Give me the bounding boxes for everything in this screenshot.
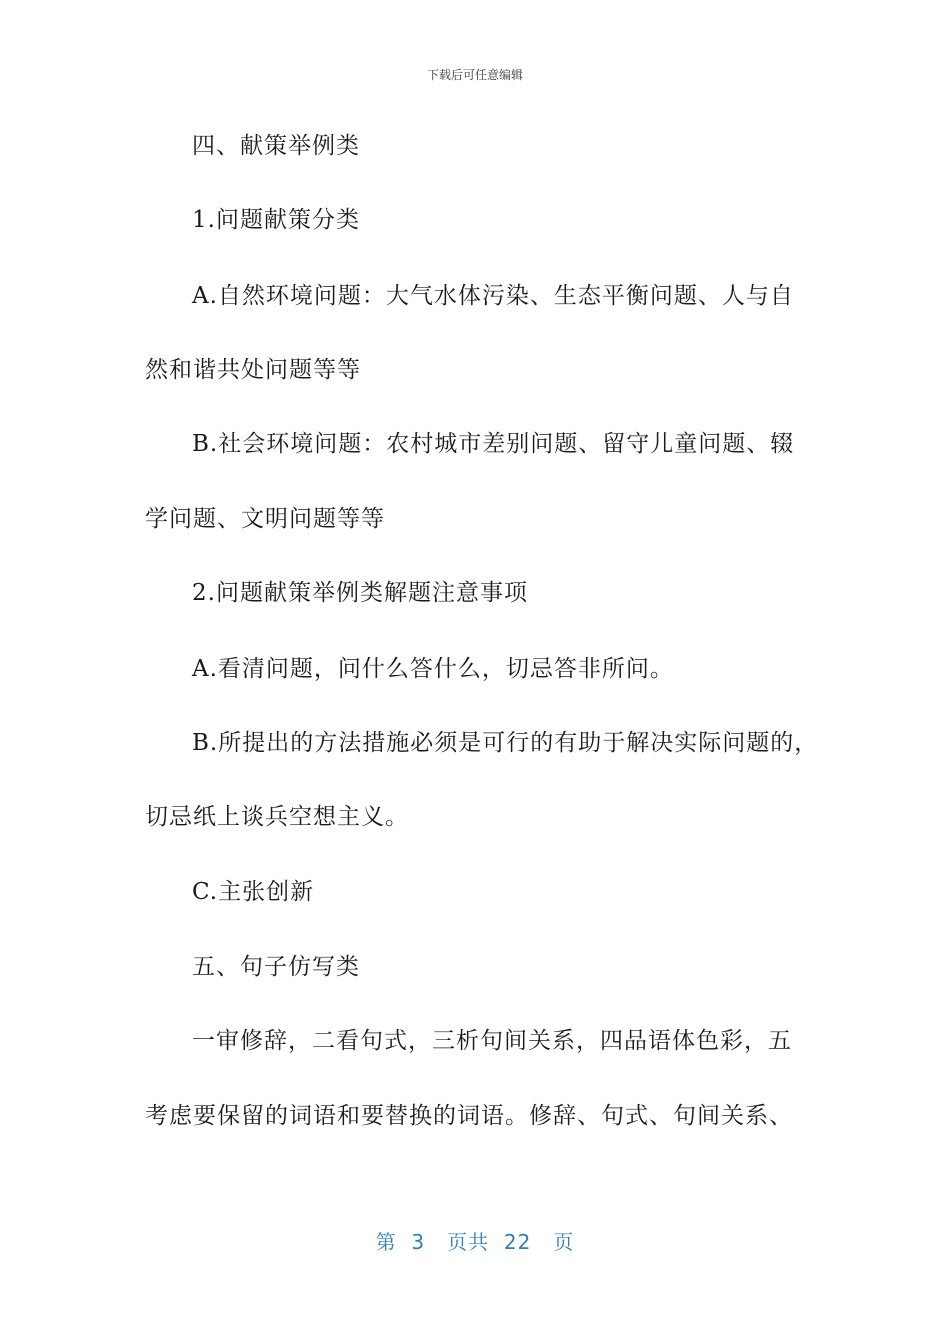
page-footer	[0, 1226, 950, 1255]
footer-prefix: 第	[375, 1230, 397, 1254]
header-note: 下载后可任意编辑	[426, 68, 523, 82]
footer-total-pages: 22	[503, 1230, 532, 1254]
paragraph-line: B.所提出的方法措施必须是可行的有助于解决实际问题的，	[192, 730, 819, 756]
paragraph-line: 切忌纸上谈兵空想主义。	[145, 804, 409, 830]
subheading-2: 2.问题献策举例类解题注意事项	[192, 580, 528, 606]
footer-middle: 页共	[447, 1230, 490, 1254]
subheading-1: 1.问题献策分类	[192, 207, 360, 233]
paragraph-line: 学问题、文明问题等等	[145, 506, 385, 532]
footer-suffix: 页	[553, 1230, 575, 1254]
paragraph-line: A.看清问题，问什么答什么，切忌答非所问。	[192, 656, 674, 682]
paragraph-line: 然和谐共处问题等等	[145, 357, 361, 383]
paragraph-line: 一审修辞，二看句式，三析句间关系，四品语体色彩，五	[192, 1028, 792, 1054]
paragraph-line: B.社会环境问题：农村城市差别问题、留守儿童问题、辍	[192, 431, 795, 457]
section-heading-4: 四、献策举例类	[192, 133, 360, 159]
paragraph-line: C.主张创新	[192, 879, 315, 905]
footer-page-number: 3	[411, 1230, 426, 1254]
paragraph-line: 考虑要保留的词语和要替换的词语。修辞、句式、句间关系、	[145, 1103, 793, 1129]
paragraph-line: A.自然环境问题：大气水体污染、生态平衡问题、人与自	[192, 283, 794, 309]
section-heading-5: 五、句子仿写类	[192, 954, 360, 980]
